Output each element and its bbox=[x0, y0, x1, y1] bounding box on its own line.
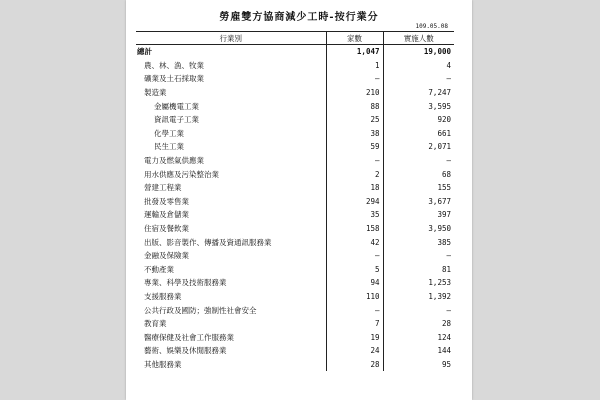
firms-cell: 19 bbox=[326, 330, 383, 344]
table-row bbox=[136, 86, 454, 100]
firms-cell: – bbox=[326, 249, 383, 263]
workers-cell: 81 bbox=[383, 263, 454, 277]
workers-cell: 155 bbox=[383, 181, 454, 195]
workers-cell: – bbox=[383, 72, 454, 86]
table-row bbox=[136, 222, 454, 236]
table-total-row bbox=[136, 45, 454, 59]
firms-cell: – bbox=[326, 303, 383, 317]
firms-cell: 158 bbox=[326, 222, 383, 236]
table-row bbox=[136, 59, 454, 73]
industry-label: 電力及燃氣供應業 bbox=[144, 156, 204, 166]
firms-cell: 5 bbox=[326, 263, 383, 277]
industry-label: 金融及保險業 bbox=[144, 251, 189, 261]
firms-cell: – bbox=[326, 154, 383, 168]
firms-cell: 25 bbox=[326, 113, 383, 127]
header-workers: 實施人數 bbox=[383, 32, 454, 45]
table-row bbox=[136, 330, 454, 344]
industry-label: 用水供應及污染整治業 bbox=[144, 169, 219, 179]
industry-label: 運輸及倉儲業 bbox=[144, 210, 189, 220]
document-page bbox=[126, 0, 472, 400]
workers-cell: 4 bbox=[383, 59, 454, 73]
table-row bbox=[136, 276, 454, 290]
header-industry: 行業別 bbox=[136, 32, 326, 45]
firms-cell: 24 bbox=[326, 344, 383, 358]
firms-cell: – bbox=[326, 72, 383, 86]
workers-cell: 1,392 bbox=[383, 290, 454, 304]
workers-cell: – bbox=[383, 249, 454, 263]
industry-label: 批發及零售業 bbox=[144, 196, 189, 206]
table-row bbox=[136, 113, 454, 127]
workers-cell: 7,247 bbox=[383, 86, 454, 100]
industry-label: 專業、科學及技術服務業 bbox=[144, 278, 227, 288]
table-row bbox=[136, 127, 454, 141]
workers-cell: 3,595 bbox=[383, 99, 454, 113]
firms-cell: 18 bbox=[326, 181, 383, 195]
table-body bbox=[136, 45, 454, 372]
firms-cell: 2 bbox=[326, 167, 383, 181]
workers-cell: 397 bbox=[383, 208, 454, 222]
firms-cell: 294 bbox=[326, 195, 383, 209]
firms-cell: 1 bbox=[326, 59, 383, 73]
workers-cell: 3,677 bbox=[383, 195, 454, 209]
firms-cell: 94 bbox=[326, 276, 383, 290]
workers-cell: 2,071 bbox=[383, 140, 454, 154]
industry-label: 製造業 bbox=[144, 88, 167, 98]
table-row bbox=[136, 99, 454, 113]
table-row bbox=[136, 181, 454, 195]
workers-cell: 920 bbox=[383, 113, 454, 127]
firms-cell: 1,047 bbox=[326, 45, 383, 59]
industry-label: 營建工程業 bbox=[144, 183, 182, 193]
industry-label: 不動產業 bbox=[144, 264, 174, 274]
workers-cell: 385 bbox=[383, 235, 454, 249]
table-row bbox=[136, 235, 454, 249]
workers-cell: 28 bbox=[383, 317, 454, 331]
workers-cell: 1,253 bbox=[383, 276, 454, 290]
industry-label: 其他服務業 bbox=[144, 359, 182, 369]
table-row bbox=[136, 167, 454, 181]
table-header-row bbox=[136, 32, 454, 45]
industry-table bbox=[136, 31, 454, 371]
table-row bbox=[136, 140, 454, 154]
workers-cell: – bbox=[383, 303, 454, 317]
table-row bbox=[136, 317, 454, 331]
workers-cell: 3,950 bbox=[383, 222, 454, 236]
industry-label: 資訊電子工業 bbox=[154, 115, 199, 125]
workers-cell: 144 bbox=[383, 344, 454, 358]
workers-cell: 19,000 bbox=[383, 45, 454, 59]
table-row bbox=[136, 195, 454, 209]
firms-cell: 28 bbox=[326, 358, 383, 372]
industry-label: 民生工業 bbox=[154, 142, 184, 152]
table-row bbox=[136, 263, 454, 277]
table-row bbox=[136, 344, 454, 358]
industry-label: 醫療保健及社會工作服務業 bbox=[144, 332, 234, 342]
industry-label: 藝術、娛樂及休閒服務業 bbox=[144, 346, 227, 356]
industry-label: 教育業 bbox=[144, 319, 167, 329]
firms-cell: 88 bbox=[326, 99, 383, 113]
firms-cell: 42 bbox=[326, 235, 383, 249]
date-stamp: 109.05.08 bbox=[415, 23, 448, 30]
firms-cell: 35 bbox=[326, 208, 383, 222]
industry-label: 住宿及餐飲業 bbox=[144, 224, 189, 234]
table-row bbox=[136, 72, 454, 86]
industry-label: 支援服務業 bbox=[144, 291, 182, 301]
industry-label: 礦業及土石採取業 bbox=[144, 74, 204, 84]
firms-cell: 38 bbox=[326, 127, 383, 141]
firms-cell: 7 bbox=[326, 317, 383, 331]
table-row bbox=[136, 303, 454, 317]
table-row bbox=[136, 358, 454, 372]
industry-label: 農、林、漁、牧業 bbox=[144, 60, 204, 70]
industry-label: 金屬機電工業 bbox=[154, 101, 199, 111]
workers-cell: 124 bbox=[383, 330, 454, 344]
table-row bbox=[136, 249, 454, 263]
firms-cell: 210 bbox=[326, 86, 383, 100]
table-row bbox=[136, 208, 454, 222]
firms-cell: 110 bbox=[326, 290, 383, 304]
table-row bbox=[136, 154, 454, 168]
industry-label: 化學工業 bbox=[154, 128, 184, 138]
industry-label: 總計 bbox=[137, 47, 152, 57]
workers-cell: 95 bbox=[383, 358, 454, 372]
workers-cell: – bbox=[383, 154, 454, 168]
table-row bbox=[136, 290, 454, 304]
industry-label: 出版、影音製作、傳播及資通訊服務業 bbox=[144, 237, 272, 247]
header-firms: 家數 bbox=[326, 32, 383, 45]
document-title: 勞雇雙方協商減少工時-按行業分 bbox=[219, 12, 379, 23]
industry-label: 公共行政及國防；強制性社會安全 bbox=[144, 305, 257, 315]
workers-cell: 68 bbox=[383, 167, 454, 181]
firms-cell: 59 bbox=[326, 140, 383, 154]
workers-cell: 661 bbox=[383, 127, 454, 141]
